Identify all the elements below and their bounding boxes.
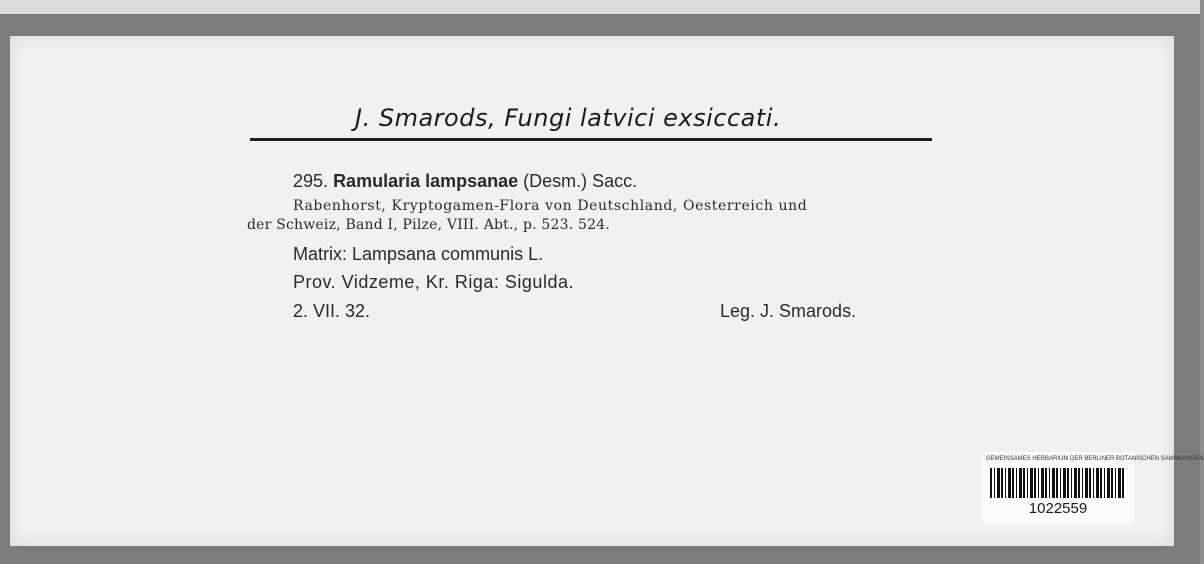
- title-rule: [250, 138, 932, 141]
- top-background-strip: [0, 0, 1200, 14]
- species-name: Ramularia lampsanae: [333, 171, 519, 191]
- collector-line: Leg. J. Smarods.: [720, 301, 857, 321]
- species-authority: (Desm.) Sacc.: [523, 171, 638, 191]
- barcode-label: [982, 452, 1204, 524]
- barcode-header: GEMEINSAMES HERBARIUM DER BERLINER BOTANISCHEN SAMMLUNGEN: [986, 456, 1204, 462]
- reference-line-2: der Schweiz, Band I, Pilze, VIII. Abt., p. 523. 524.: [247, 217, 610, 233]
- entry-number: 295.: [293, 171, 329, 191]
- barcode-number: 1022559: [1028, 500, 1088, 517]
- collection-title: J. Smarods, Fungi latvici exsiccati.: [355, 104, 782, 132]
- collection-date: 2. VII. 32.: [293, 301, 371, 321]
- locality-line: Prov. Vidzeme, Kr. Riga: Sigulda.: [293, 272, 574, 292]
- reference-line-1: Rabenhorst, Kryptogamen-Flora von Deutschland, Oesterreich und: [293, 198, 808, 214]
- specimen-entry: [293, 171, 637, 192]
- matrix-line: Matrix: Lampsana communis L.: [293, 244, 544, 264]
- barcode-icon: [990, 468, 1126, 498]
